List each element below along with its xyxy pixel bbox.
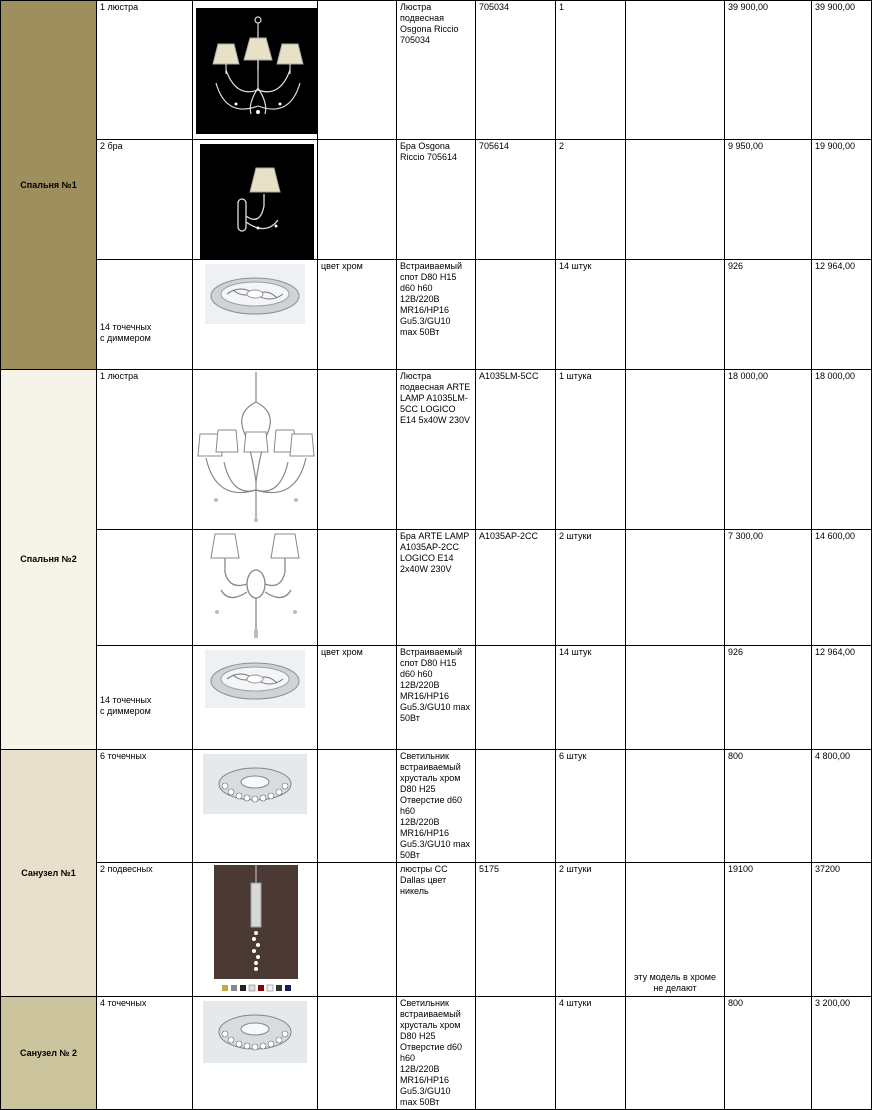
article-cell	[475, 369, 556, 530]
color-cell	[317, 645, 397, 750]
product-name-cell	[396, 996, 476, 1110]
note-cell	[625, 862, 725, 997]
table-row-qty	[96, 645, 193, 750]
total-cell	[811, 749, 872, 863]
color-cell	[317, 369, 397, 530]
cell-text: 12 964,00	[815, 647, 856, 657]
cell-text: 6 штук	[559, 751, 587, 761]
sconce-osgona-icon	[200, 144, 314, 259]
color-cell	[317, 139, 397, 260]
color-cell	[317, 529, 397, 646]
room-bedroom-1	[0, 0, 97, 370]
count-cell	[555, 645, 626, 750]
article-cell	[475, 645, 556, 750]
product-name-cell	[396, 369, 476, 530]
room-label: Спальня №2	[20, 554, 77, 564]
cell-text: 18 000,00	[815, 371, 856, 381]
count-cell	[555, 996, 626, 1110]
cell-text: 705614	[479, 141, 510, 151]
sconce-arte-icon	[205, 532, 307, 642]
product-name-cell	[396, 645, 476, 750]
crystal-spot-icon	[205, 650, 305, 708]
cell-text: Светильник встраиваемый хрусталь хром D80 H25 Отверстие d60 h60 12В/220В MR16/HP16 Gu5.3/GU10 max 50Вт	[400, 751, 471, 860]
cell-text: 39 900,00	[815, 2, 856, 12]
table-row-qty	[96, 996, 193, 1110]
cell-text: 800	[728, 751, 744, 761]
table-row-qty	[96, 139, 193, 260]
cell-text: Люстра подвесная Osgona Riccio 705034	[400, 2, 459, 45]
cell-text: 1 штука	[559, 371, 592, 381]
cell-text: цвет хром	[321, 647, 363, 657]
product-image-cell	[192, 0, 318, 140]
price-cell	[724, 369, 812, 530]
note-cell	[625, 369, 725, 530]
price-cell	[724, 749, 812, 863]
color-cell	[317, 862, 397, 997]
crystal-downlight-icon	[203, 754, 307, 814]
count-cell	[555, 259, 626, 370]
count-cell	[555, 862, 626, 997]
price-cell	[724, 259, 812, 370]
note-cell	[625, 259, 725, 370]
room-bathroom-1	[0, 749, 97, 997]
cell-text: 37200	[815, 864, 841, 874]
note-text: эту модель в хроме не делают	[634, 972, 716, 993]
count-cell	[555, 139, 626, 260]
table-row-qty	[96, 0, 193, 140]
product-image-cell	[192, 369, 318, 530]
table-row-qty	[96, 259, 193, 370]
cell-text: 1 люстра	[100, 371, 139, 381]
crystal-downlight-icon	[203, 1001, 307, 1063]
room-bedroom-2	[0, 369, 97, 750]
article-cell	[475, 0, 556, 140]
color-cell	[317, 749, 397, 863]
cell-text: 2 бра	[100, 141, 123, 151]
note-cell	[625, 996, 725, 1110]
cell-text: 9 950,00	[728, 141, 764, 151]
cell-text: 19 900,00	[815, 141, 856, 151]
cell-text: Встраиваемый спот D80 H15 d60 h60 12В/220В MR16/HP16 Gu5.3/GU10 max 50Вт	[400, 647, 471, 723]
article-cell	[475, 749, 556, 863]
total-cell	[811, 645, 872, 750]
article-cell	[475, 139, 556, 260]
pendant-dallas-icon	[214, 865, 298, 995]
cell-text: Бра ARTE LAMP A1035AP-2CC LOGICO E14 2x40W 230V	[400, 531, 470, 574]
color-cell	[317, 259, 397, 370]
product-name-cell	[396, 862, 476, 997]
count-cell	[555, 529, 626, 646]
room-label: Санузел № 2	[19, 1047, 78, 1058]
cell-text: 14 точечных с диммером	[100, 695, 152, 716]
price-cell	[724, 139, 812, 260]
cell-text: 14 штук	[559, 261, 592, 271]
count-cell	[555, 749, 626, 863]
product-name-cell	[396, 749, 476, 863]
color-cell	[317, 0, 397, 140]
total-cell	[811, 529, 872, 646]
cell-text: люстры CC Dallas цвет никель	[400, 864, 448, 896]
total-cell	[811, 862, 872, 997]
cell-text: 926	[728, 261, 744, 271]
chandelier-osgona-icon	[196, 8, 318, 134]
product-name-cell	[396, 0, 476, 140]
crystal-spot-icon	[205, 264, 305, 324]
chandelier-arte-icon	[196, 372, 316, 529]
cell-text: 4 штуки	[559, 998, 592, 1008]
price-cell	[724, 0, 812, 140]
product-name-cell	[396, 529, 476, 646]
color-cell	[317, 996, 397, 1110]
cell-text: 6 точечных	[100, 751, 147, 761]
price-cell	[724, 996, 812, 1110]
cell-text: Бра Osgona Riccio 705614	[400, 141, 458, 162]
cell-text: 3 200,00	[815, 998, 851, 1008]
cell-text: 2 штуки	[559, 531, 592, 541]
product-image-cell	[192, 749, 318, 863]
cell-text: 5175	[479, 864, 500, 874]
room-label: Спальня №1	[20, 179, 77, 190]
note-cell	[625, 749, 725, 863]
note-cell	[625, 0, 725, 140]
cell-text: 18 000,00	[728, 371, 769, 381]
price-cell	[724, 645, 812, 750]
cell-text: 705034	[479, 2, 510, 12]
price-cell	[724, 862, 812, 997]
total-cell	[811, 0, 872, 140]
count-cell	[555, 0, 626, 140]
product-image-cell	[192, 139, 318, 260]
cell-text: 14 штук	[559, 647, 592, 657]
cell-text: 14 точечных с диммером	[100, 322, 152, 343]
cell-text: 1	[559, 2, 565, 12]
cell-text: 19100	[728, 864, 754, 874]
cell-text: A1035AP-2CC	[479, 531, 539, 541]
cell-text: 2 штуки	[559, 864, 592, 874]
cell-text: 1 люстра	[100, 2, 139, 12]
cell-text: 12 964,00	[815, 261, 856, 271]
note-cell	[625, 529, 725, 646]
table-row-qty	[96, 529, 193, 646]
room-bathroom-2	[0, 996, 97, 1110]
article-cell	[475, 259, 556, 370]
table-row-qty	[96, 369, 193, 530]
total-cell	[811, 259, 872, 370]
product-image-cell	[192, 259, 318, 370]
cell-text: 2 подвесных	[100, 864, 153, 874]
cell-text: 7 300,00	[728, 531, 764, 541]
note-cell	[625, 139, 725, 260]
total-cell	[811, 369, 872, 530]
price-cell	[724, 529, 812, 646]
cell-text: 39 900,00	[728, 2, 769, 12]
article-cell	[475, 862, 556, 997]
note-cell	[625, 645, 725, 750]
cell-text: 800	[728, 998, 744, 1008]
cell-text: 4 800,00	[815, 751, 851, 761]
cell-text: Встраиваемый спот D80 H15 d60 h60 12В/220В MR16/HP16 Gu5.3/GU10 max 50Вт	[400, 261, 463, 337]
cell-text: 4 точечных	[100, 998, 147, 1008]
product-image-cell	[192, 529, 318, 646]
product-name-cell	[396, 259, 476, 370]
article-cell	[475, 996, 556, 1110]
cell-text: цвет хром	[321, 261, 363, 271]
cell-text: Светильник встраиваемый хрусталь хром D80 H25 Отверстие d60 h60 12В/220В MR16/HP16 Gu5.3/GU10 max 50Вт	[400, 998, 462, 1107]
table-row-qty	[96, 749, 193, 863]
table-row-qty	[96, 862, 193, 997]
product-image-cell	[192, 996, 318, 1110]
cell-text: Люстра подвесная ARTE LAMP A1035LM-5CC LOGICO E14 5x40W 230V	[400, 371, 471, 425]
product-image-cell	[192, 862, 318, 997]
total-cell	[811, 996, 872, 1110]
cell-text: 926	[728, 647, 744, 657]
cell-text: 2	[559, 141, 565, 151]
count-cell	[555, 369, 626, 530]
room-label: Санузел №1	[21, 867, 76, 878]
cell-text: 14 600,00	[815, 531, 856, 541]
total-cell	[811, 139, 872, 260]
article-cell	[475, 529, 556, 646]
product-name-cell	[396, 139, 476, 260]
product-image-cell	[192, 645, 318, 750]
cell-text: A1035LM-5CC	[479, 371, 539, 381]
